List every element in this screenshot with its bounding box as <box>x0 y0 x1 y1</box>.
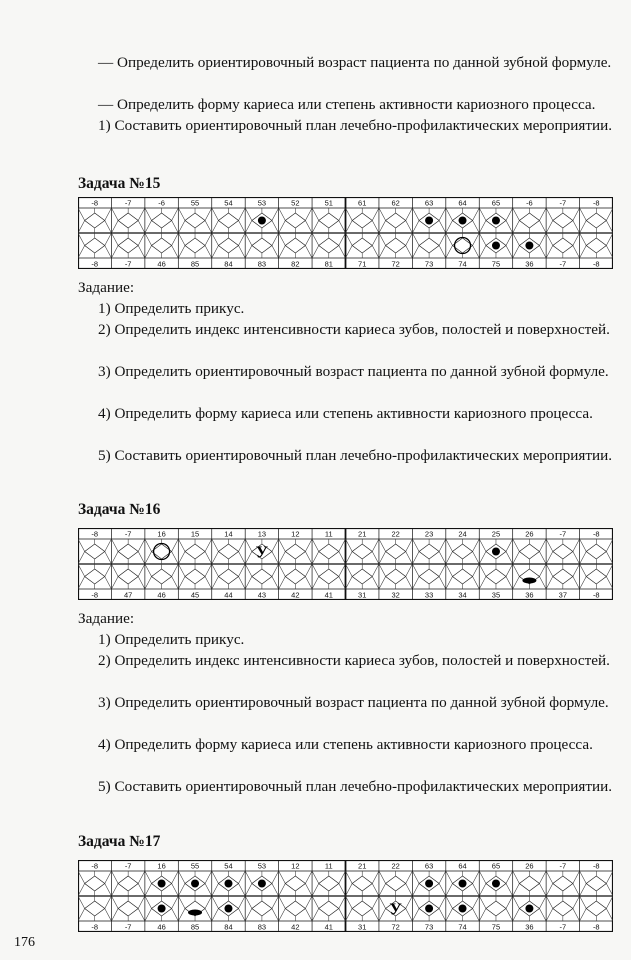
tooth-number-lower: 32 <box>391 590 400 600</box>
tooth-number-lower: 46 <box>157 259 166 269</box>
task-15-item-3: 3) Определить ориентировочный возраст пациента по данной зубной формуле. <box>98 363 609 380</box>
tooth-number-lower: 45 <box>190 590 200 600</box>
task-15-item-1: 1) Определить прикус. <box>98 300 245 317</box>
tooth-number-lower: 44 <box>224 590 233 600</box>
tooth-number-upper: 65 <box>491 198 501 208</box>
tooth-number-upper: 53 <box>257 198 267 208</box>
tooth-number-lower: 33 <box>424 590 434 600</box>
task-16-item-3: 3) Определить ориентировочный возраст пациента по данной зубной формуле. <box>98 694 609 711</box>
tooth-number-upper: -8 <box>592 198 600 208</box>
tooth-number-lower: 73 <box>424 922 434 932</box>
tooth-number-lower: 81 <box>324 259 333 269</box>
tooth-number-upper: 55 <box>190 861 200 871</box>
tooth-number-lower: -8 <box>91 922 99 932</box>
tooth-number-lower: 83 <box>257 922 267 932</box>
tooth-number-upper: 11 <box>324 529 333 539</box>
tooth-number-lower: -8 <box>592 590 600 600</box>
task-15-dental-formula <box>78 197 613 269</box>
caries-mark-dot <box>258 880 266 888</box>
tooth-number-lower: 72 <box>391 259 400 269</box>
tooth-number-upper: 22 <box>391 529 400 539</box>
tooth-number-lower: 46 <box>157 590 166 600</box>
tooth-number-upper: 16 <box>157 861 166 871</box>
tooth-number-lower: 84 <box>224 259 233 269</box>
caries-mark-dot <box>158 880 166 888</box>
tooth-number-lower: 42 <box>291 922 300 932</box>
task-16-dental-formula <box>78 528 613 600</box>
caries-mark-dot <box>459 905 467 913</box>
tooth-number-upper: -8 <box>91 529 99 539</box>
task-16-item-4: 4) Определить форму кариеса или степень активности кариозного процесса. <box>98 736 593 753</box>
tooth-number-lower: 75 <box>491 922 501 932</box>
tooth-number-upper: 63 <box>424 198 434 208</box>
tooth-number-lower: 74 <box>458 259 467 269</box>
tooth-number-upper: 24 <box>458 529 467 539</box>
task-15-title: Задача №15 <box>78 175 161 192</box>
tooth-number-lower: 82 <box>291 259 300 269</box>
tooth-number-upper: 54 <box>224 198 233 208</box>
tooth-number-upper: 26 <box>525 529 534 539</box>
tooth-number-upper: 55 <box>190 198 200 208</box>
tooth-number-upper: 64 <box>458 861 467 871</box>
caries-mark-dot <box>191 880 199 888</box>
tooth-number-lower: 36 <box>525 590 534 600</box>
caries-mark-dot <box>525 905 533 913</box>
caries-mark-dot <box>158 905 166 913</box>
tooth-number-upper: 64 <box>458 198 467 208</box>
task-16-item-5: 5) Составить ориентировочный план лечебно-профилактических мероприятии. <box>98 778 613 795</box>
tooth-number-lower: -7 <box>124 259 132 269</box>
tooth-number-lower: 36 <box>525 259 534 269</box>
tooth-number-lower: 43 <box>257 590 267 600</box>
task-15-item-2: 2) Определить индекс интенсивности кариеса зубов, полостей и поверхностей. <box>98 321 610 338</box>
tooth-number-upper: 15 <box>190 529 200 539</box>
caries-mark-dot <box>425 905 433 913</box>
task-16-item-2: 2) Определить индекс интенсивности кариеса зубов, полостей и поверхностей. <box>98 652 610 669</box>
caries-mark-dash <box>188 910 202 916</box>
tooth-number-upper: 62 <box>391 198 400 208</box>
tooth-number-upper: -7 <box>559 861 567 871</box>
tooth-number-upper: 61 <box>358 198 367 208</box>
tooth-number-lower: 85 <box>190 922 200 932</box>
tooth-number-upper: 51 <box>324 198 333 208</box>
tooth-number-upper: -6 <box>526 198 533 208</box>
tooth-number-lower: 34 <box>458 590 467 600</box>
tooth-number-upper: -8 <box>592 529 600 539</box>
tooth-number-lower: 46 <box>157 922 166 932</box>
tooth-number-upper: -6 <box>158 198 165 208</box>
tooth-number-upper: 25 <box>491 529 501 539</box>
task-16-assignment-label: Задание: <box>78 610 135 627</box>
tooth-number-upper: -8 <box>91 861 99 871</box>
tooth-number-lower: -7 <box>559 259 567 269</box>
caries-mark-dot <box>459 217 467 225</box>
tooth-number-lower: -7 <box>559 922 567 932</box>
tooth-number-upper: 26 <box>525 861 534 871</box>
intro-line-1: — Определить ориентировочный возраст пациента по данной зубной формуле. <box>98 54 612 71</box>
tooth-number-lower: -8 <box>592 922 600 932</box>
page-number: 176 <box>14 935 35 950</box>
tooth-number-lower: -7 <box>124 922 132 932</box>
caries-mark-dot <box>492 880 500 888</box>
tooth-number-upper: -7 <box>124 198 132 208</box>
tooth-number-upper: -8 <box>91 198 99 208</box>
tooth-number-upper: 53 <box>257 861 267 871</box>
tooth-number-upper: 13 <box>257 529 267 539</box>
task-17-dental-formula <box>78 860 613 932</box>
caries-mark-dot <box>224 905 232 913</box>
tooth-number-lower: 47 <box>123 590 133 600</box>
tooth-number-lower: 31 <box>358 590 367 600</box>
tooth-number-upper: 21 <box>358 861 367 871</box>
tooth-number-upper: -8 <box>592 861 600 871</box>
tooth-number-upper: -7 <box>559 198 567 208</box>
intro-line-3: 1) Составить ориентировочный план лечебно-профилактических мероприятии. <box>98 117 613 134</box>
tooth-number-upper: 11 <box>324 861 333 871</box>
tooth-number-lower: 73 <box>424 259 434 269</box>
tooth-number-upper: 14 <box>224 529 233 539</box>
caries-mark-dot <box>492 217 500 225</box>
task-16-title: Задача №16 <box>78 501 161 518</box>
tooth-number-upper: 63 <box>424 861 434 871</box>
tooth-number-lower: -8 <box>91 259 99 269</box>
caries-mark-dot <box>224 880 232 888</box>
tooth-number-upper: -7 <box>124 861 132 871</box>
tooth-number-upper: 22 <box>391 861 400 871</box>
tooth-number-lower: -8 <box>592 259 600 269</box>
tooth-number-upper: 12 <box>291 861 300 871</box>
tooth-number-lower: 83 <box>257 259 267 269</box>
tooth-number-lower: 85 <box>190 259 200 269</box>
task-15-item-5: 5) Составить ориентировочный план лечебно-профилактических мероприятии. <box>98 447 613 464</box>
dental-formula-chart <box>78 860 613 932</box>
caries-mark-dash <box>522 578 536 584</box>
tooth-number-lower: 74 <box>458 922 467 932</box>
caries-mark-dot <box>492 548 500 556</box>
tooth-number-upper: -7 <box>124 529 132 539</box>
tooth-number-lower: -8 <box>91 590 99 600</box>
dental-formula-chart <box>78 528 613 600</box>
task-15-assignment-label: Задание: <box>78 279 135 296</box>
tooth-number-lower: 35 <box>491 590 501 600</box>
tooth-mark-letter: У <box>389 899 402 919</box>
task-15-item-4: 4) Определить форму кариеса или степень активности кариозного процесса. <box>98 405 593 422</box>
tooth-number-upper: -7 <box>559 529 567 539</box>
tooth-number-lower: 31 <box>358 922 367 932</box>
tooth-number-lower: 41 <box>324 922 333 932</box>
tooth-number-upper: 12 <box>291 529 300 539</box>
caries-mark-dot <box>425 880 433 888</box>
task-17-title: Задача №17 <box>78 833 161 850</box>
tooth-number-upper: 52 <box>291 198 300 208</box>
tooth-mark-letter: У <box>255 542 269 562</box>
caries-mark-dot <box>459 880 467 888</box>
dental-formula-chart <box>78 197 613 269</box>
intro-line-2: — Определить форму кариеса или степень активности кариозного процесса. <box>98 96 596 113</box>
tooth-number-lower: 72 <box>391 922 400 932</box>
tooth-number-lower: 84 <box>224 922 233 932</box>
tooth-number-upper: 65 <box>491 861 501 871</box>
tooth-number-lower: 36 <box>525 922 534 932</box>
tooth-number-lower: 41 <box>324 590 333 600</box>
tooth-number-upper: 21 <box>358 529 367 539</box>
tooth-number-upper: 16 <box>157 529 166 539</box>
caries-mark-dot <box>492 242 500 250</box>
caries-mark-dot <box>258 217 266 225</box>
tooth-number-upper: 54 <box>224 861 233 871</box>
tooth-number-lower: 37 <box>558 590 568 600</box>
tooth-number-upper: 23 <box>424 529 434 539</box>
tooth-number-lower: 42 <box>291 590 300 600</box>
tooth-number-lower: 71 <box>358 259 367 269</box>
tooth-number-lower: 75 <box>491 259 501 269</box>
caries-mark-dot <box>525 242 533 250</box>
caries-mark-dot <box>425 217 433 225</box>
task-16-item-1: 1) Определить прикус. <box>98 631 245 648</box>
